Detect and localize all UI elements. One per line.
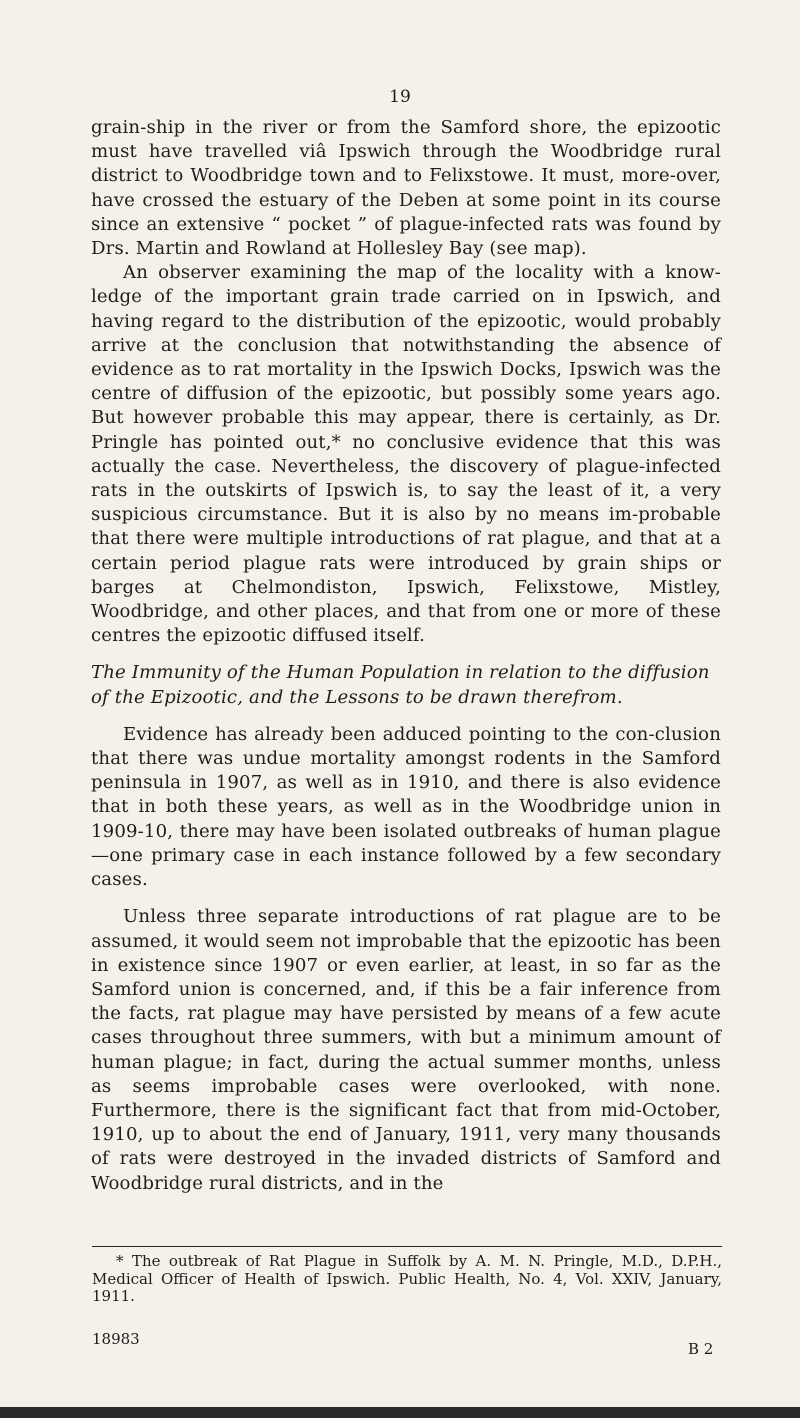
- signature-mark: B 2: [688, 1340, 714, 1358]
- scan-bottom-edge: [0, 1407, 800, 1418]
- paragraph-observer: An observer examining the map of the locality with a know-ledge of the important grain trade carried on in Ipswich, and having regard to the distribution of the epizootic, would probably arrive at the conclusion that notwithstanding the absence of evidence as to rat mortality in the Ipswich Docks, Ipswich was the centre of diffusion of the epizootic, but possibly some years ago. But however probable this may appear, there is certainly, as Dr. Pringle has pointed out,* no conclusive evidence that this was actually the case. Nevertheless, the discovery of plague-infected rats in the outskirts of Ipswich is, to say the least of it, a very suspicious circumstance. But it is also by no means im-probable that there were multiple introductions of rat plague, and that at a certain period plague rats were introduced by grain ships or barges at Chelmondiston, Ipswich, Felixstowe, Mistley, Woodbridge, and other places, and that from one or more of these centres the epizootic diffused itself.: [91, 262, 721, 647]
- page-number: 19: [389, 87, 411, 107]
- footnote-rule: [92, 1246, 722, 1247]
- paragraph-unless: Unless three separate introductions of rat plague are to be assumed, it would seem not improbable that the epizootic has been in existence since 1907 or even earlier, at least, in so far as the Samford union is concerned, and, if this be a fair inference from the facts, rat plague may have persisted by means of a few acute cases throughout three summers, with but a minimum amount of human plague; in fact, during the actual summer months, unless as seems improbable cases were overlooked, with none. Furthermore, there is the significant fact that from mid-October, 1910, up to about the end of January, 1911, very many thousands of rats were destroyed in the invaded districts of Samford and Woodbridge rural districts, and in the: [91, 906, 721, 1194]
- footnote-text: * The outbreak of Rat Plague in Suffolk by A. M. N. Pringle, M.D., D.P.H., Medical Officer of Health of Ipswich. Public Health, No. 4, Vol. XXIV, January, 1911.: [92, 1252, 722, 1305]
- printer-code: 18983: [92, 1330, 140, 1348]
- section-heading: The Immunity of the Human Population in relation to the diffusion of the Epizootic, and the Lessons to be drawn therefrom.: [91, 662, 710, 708]
- footnote: [92, 1253, 722, 1306]
- paragraph-evidence: Evidence has already been adduced pointing to the con-clusion that there was undue mortality amongst rodents in the Samford peninsula in 1907, as well as in 1910, and there is also evidence that in both these years, as well as in the Woodbridge union in 1909-10, there may have been isolated outbreaks of human plague—one primary case in each instance followed by a few secondary cases.: [91, 723, 721, 891]
- body-text: [91, 116, 721, 1196]
- paragraph-continuation: grain-ship in the river or from the Samford shore, the epizootic must have travelled viâ Ipswich through the Woodbridge rural district to Woodbridge town and to Felixstowe. It must, more-over, have crossed the estuary of the Deben at some point in its course since an extensive “ pocket ” of plague-infected rats was found by Drs. Martin and Rowland at Hollesley Bay (see map).: [91, 117, 721, 260]
